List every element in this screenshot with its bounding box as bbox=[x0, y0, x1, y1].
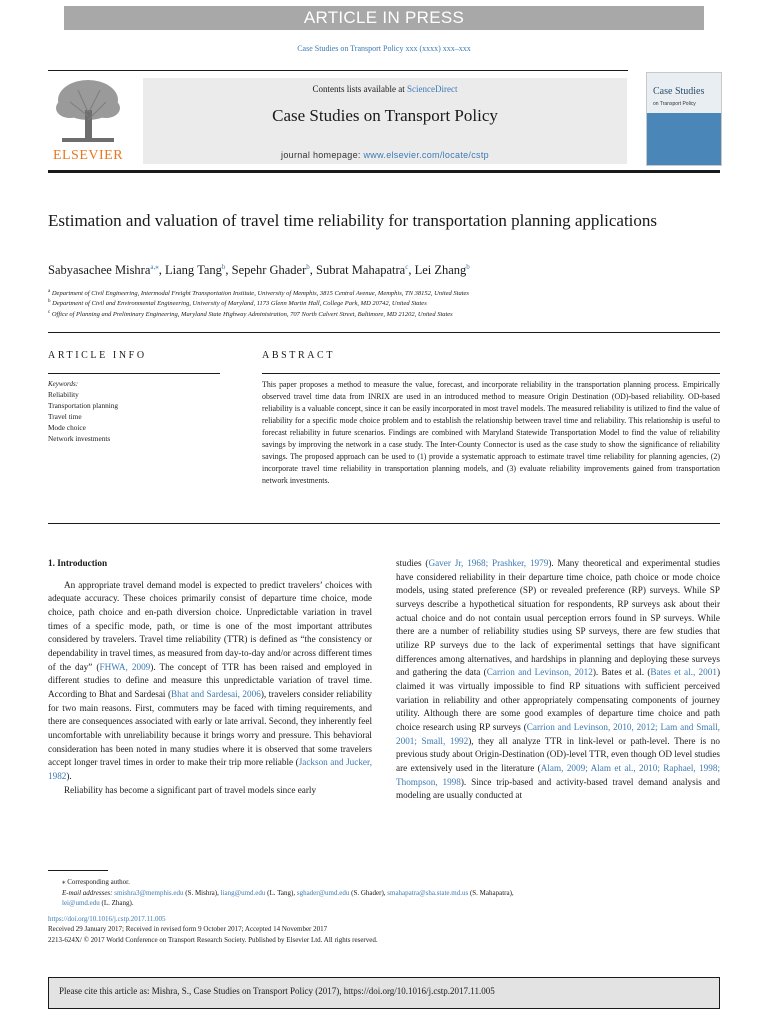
journal-reference-link[interactable]: Case Studies on Transport Policy xxx (xxxx) xxx–xxx bbox=[297, 44, 471, 53]
author-affiliation-mark[interactable]: b bbox=[306, 263, 310, 271]
journal-homepage-link[interactable]: www.elsevier.com/locate/cstp bbox=[363, 150, 489, 160]
email-owner: (L. Tang), bbox=[265, 888, 297, 897]
body-right-column bbox=[396, 557, 720, 803]
affiliation-text: Department of Civil Engineering, Intermodal Freight Transportation Institute, University of Memphis, 3815 Central Avenue, Memphis, TN 38152, United States bbox=[51, 290, 469, 298]
affiliation-mark: c bbox=[48, 310, 51, 315]
keyword: Transportation planning bbox=[48, 401, 119, 410]
body-text: An appropriate travel demand model is expected to predict travelers’ choices with adequate accuracy. These choices primarily consist of departure time choice, mode choice, path choice and en-path diversion choice. Unpredictable variation in travel times of a specific mode, path, or time is one of the most important attributes considered by travelers. Travel time reliability (TTR) is defined as “the consistency or dependability in travel times, as measured from day-to-day and/or across different times of the day” ( bbox=[48, 579, 372, 672]
body-paragraph bbox=[396, 557, 720, 803]
author-affiliation-mark[interactable]: c bbox=[405, 263, 409, 271]
article-in-press-banner: ARTICLE IN PRESS bbox=[64, 6, 704, 30]
body-text: ) claimed it was virtually impossible to find RP situations with sufficient perceived variation in reliability and other appropriately compensating components of journey utility. Although there are some good examples of departure time choice and path choice research using RP surveys ( bbox=[396, 667, 720, 732]
author-name[interactable]: Sabyasachee Mishra bbox=[48, 263, 151, 278]
abstract-text: This paper proposes a method to measure the value, forecast, and incorporate reliability in the transportation planning process. Empirically observed travel time data from INRIX are used in an introduced method to measure Origin Destination (OD)-based reliability. OD-based reliability is a valuable concept, since it can be easily incorporated in most travel models. The measured reliability is utilized to find the value of reliability for a specific mode choice problem and to establish the relationship between travel time and reliability. This relationship is useful to forecast reliability in future scenarios. Findings are combined with Maryland Statewide Transportation Model to find the value of reliability savings by improving the network in a case study. The Inter-County Connector is used as the case study to show the significance of reliability savings. The proposed approach can be used to (1) provide a systematic approach to estimate travel time reliability for planning agencies, (2) incorporate travel time reliability in transportation planning models, and (3) evaluate reliability improvements gained from transportation network investments. bbox=[262, 380, 720, 485]
cite-this-article-text: Please cite this article as: Mishra, S., Case Studies on Transport Policy (2017), https://doi.org/10.1016/j.cstp.2017.11.005 bbox=[59, 986, 495, 996]
affiliation-text: Department of Civil and Environmental Engineering, University of Maryland, 1173 Glenn Martin Hall, College Park, MD 20742, United States bbox=[52, 300, 427, 308]
body-paragraph bbox=[48, 579, 372, 784]
citation-link[interactable]: Alam, 2009; Alam et al., 2010; Raphael, 1998; Thompson, 1998 bbox=[396, 762, 720, 787]
elsevier-wordmark: ELSEVIER bbox=[52, 148, 124, 163]
author-affiliation-mark[interactable]: b bbox=[466, 263, 470, 271]
article-info-rule bbox=[48, 373, 220, 374]
contents-prefix: Contents lists available at bbox=[312, 84, 407, 94]
article-info-heading: ARTICLE INFO bbox=[48, 350, 147, 361]
body-text: ). Since trip-based and activity-based travel demand analysis and modeling are usually conducted at bbox=[396, 776, 720, 801]
email-label: E-mail addresses: bbox=[62, 888, 115, 897]
affiliation-text: Office of Planning and Preliminary Engineering, Maryland State Highway Administration, 707 North Calvert Street, Baltimore, MD 21202, United States bbox=[51, 311, 453, 319]
body-text: ). Bates et al. ( bbox=[592, 667, 651, 678]
section-heading: 1. Introduction bbox=[48, 558, 108, 568]
author-list: Sabyasachee Mishra$^{a,⁎}$, Liang Tang$^b$, Sepehr Ghader$^b$, Subrat Mahapatra$^c$, Lei Zhang$^b$ bbox=[48, 263, 470, 278]
article-info-bottom-rule bbox=[48, 523, 720, 524]
cover-title: Case Studies bbox=[653, 86, 705, 97]
email-owner: (S. Mahapatra), bbox=[468, 888, 514, 897]
body-text: ), travelers consider reliability for two main reasons. First, commuters may be faced with timing requirements, and there are consequences associated with early or late arrival. Second, they inherently feel uncomfortable with unreliability because it brings worry and pressure. This behavioral consideration has been noted in many studies where it is observed that some travelers accept longer travel times in order to make their trip more reliable ( bbox=[48, 688, 373, 768]
contents-available-line bbox=[143, 84, 627, 94]
doi-link[interactable]: https://doi.org/10.1016/j.cstp.2017.11.005 bbox=[48, 914, 166, 923]
header-bottom-rule bbox=[48, 170, 720, 173]
email-owner: (S. Mishra), bbox=[183, 888, 221, 897]
author-name[interactable]: Sepehr Ghader bbox=[231, 263, 307, 278]
received-dates: Received 29 January 2017; Received in revised form 9 October 2017; Accepted 14 November 2017 bbox=[48, 925, 328, 934]
affiliation-a bbox=[48, 289, 720, 297]
affiliation-mark: a bbox=[48, 289, 51, 294]
journal-title: Case Studies on Transport Policy bbox=[272, 106, 498, 125]
abstract-rule bbox=[262, 373, 720, 374]
email-addresses bbox=[48, 888, 720, 909]
email-link[interactable]: smishra3@memphis.edu bbox=[114, 888, 184, 897]
keyword: Reliability bbox=[48, 390, 79, 399]
journal-homepage-line bbox=[143, 150, 627, 160]
body-text: ). Many theoretical and experimental studies have considered reliability in their departure time choice, path choice or mode choice models, using stated preference (SP) or revealed preference (RP) surveys. While SP surveys describe a hypothetical situation for respondents, RP surveys ask about their actual choice and do not contain usual perception errors found in SP surveys. While there are a number of reliability studies using SP surveys, there are few studies that utilize RP surveys due to the lack of experimental settings that have significant differences among alternatives, and hardships in planning and deploying these surveys and gathering the data ( bbox=[396, 558, 720, 678]
author-affiliation-mark[interactable]: a,⁎ bbox=[150, 263, 159, 271]
header-top-rule bbox=[48, 70, 628, 71]
email-link[interactable]: smahapatra@sha.state.md.us bbox=[387, 888, 469, 897]
cover-subtitle: on Transport Policy bbox=[653, 101, 696, 107]
keyword: Travel time bbox=[48, 412, 82, 421]
citation-link[interactable]: Bhat and Sardesai, 2006 bbox=[171, 688, 261, 699]
corresponding-author-note: ⁎ Corresponding author. bbox=[62, 878, 130, 886]
email-owner: (L. Zhang). bbox=[99, 899, 134, 908]
keyword: Mode choice bbox=[48, 423, 86, 432]
citation-link[interactable]: Carrion and Levinson, 2010, 2012; Lam and Small, 2001; Small, 1992 bbox=[396, 721, 720, 746]
abstract-heading: ABSTRACT bbox=[262, 350, 336, 361]
copyright-notice: 2213-624X/ © 2017 World Conference on Transport Research Society. Published by Elsevier Ltd. All rights reserved. bbox=[48, 935, 378, 944]
cite-this-article-box bbox=[48, 977, 720, 1009]
citation-link[interactable]: FHWA, 2009 bbox=[99, 661, 151, 672]
affiliation-c bbox=[48, 310, 720, 318]
homepage-prefix: journal homepage: bbox=[281, 150, 364, 160]
email-owner: (S. Ghader), bbox=[349, 888, 388, 897]
footnotes bbox=[48, 877, 720, 946]
article-info-top-rule bbox=[48, 332, 720, 333]
keywords-label: Keywords: bbox=[48, 380, 79, 388]
body-left-column bbox=[48, 557, 372, 797]
author-name[interactable]: Lei Zhang bbox=[414, 263, 467, 278]
citation-link[interactable]: Bates et al., 2001 bbox=[650, 667, 717, 678]
body-paragraph: Reliability has become a significant part of travel models since early bbox=[64, 784, 317, 795]
affiliation-mark: b bbox=[48, 299, 51, 304]
email-link[interactable]: lei@umd.edu bbox=[62, 899, 100, 908]
citation-link[interactable]: Jackson and Jucker, 1982 bbox=[48, 757, 372, 781]
footnote-rule bbox=[48, 870, 108, 871]
citation-link[interactable]: Gaver Jr, 1968; Prashker, 1979 bbox=[428, 558, 549, 568]
cover-image-band bbox=[647, 113, 721, 165]
affiliation-b bbox=[48, 299, 720, 307]
author-affiliation-mark[interactable]: b bbox=[221, 263, 226, 271]
sciencedirect-link[interactable]: ScienceDirect bbox=[407, 84, 458, 94]
body-text: ). bbox=[66, 770, 72, 781]
keyword: Network investments bbox=[48, 434, 111, 443]
email-link[interactable]: sghader@umd.edu bbox=[296, 888, 350, 897]
body-text: studies ( bbox=[396, 558, 429, 568]
author-name[interactable]: Liang Tang bbox=[165, 263, 222, 278]
author-name[interactable]: Subrat Mahapatra bbox=[316, 263, 406, 278]
journal-header-box bbox=[143, 78, 627, 164]
body-text: ). The concept of TTR has been raised and employed in different studies to define and measure this unpredictable variation of travel time. According to Bhat and Sardesai ( bbox=[48, 661, 372, 699]
article-title: Estimation and valuation of travel time reliability for transportation planning applications bbox=[48, 211, 658, 230]
email-link[interactable]: liang@umd.edu bbox=[220, 888, 266, 897]
citation-link[interactable]: Carrion and Levinson, 2012 bbox=[486, 667, 593, 678]
journal-cover-thumbnail bbox=[646, 72, 722, 166]
body-text: ), they all analyze TTR in link-level or path-level. There is no previous study about Origin-Destination (OD)-level TTR, even though OD level studies are extensively used in the literature ( bbox=[396, 735, 720, 773]
